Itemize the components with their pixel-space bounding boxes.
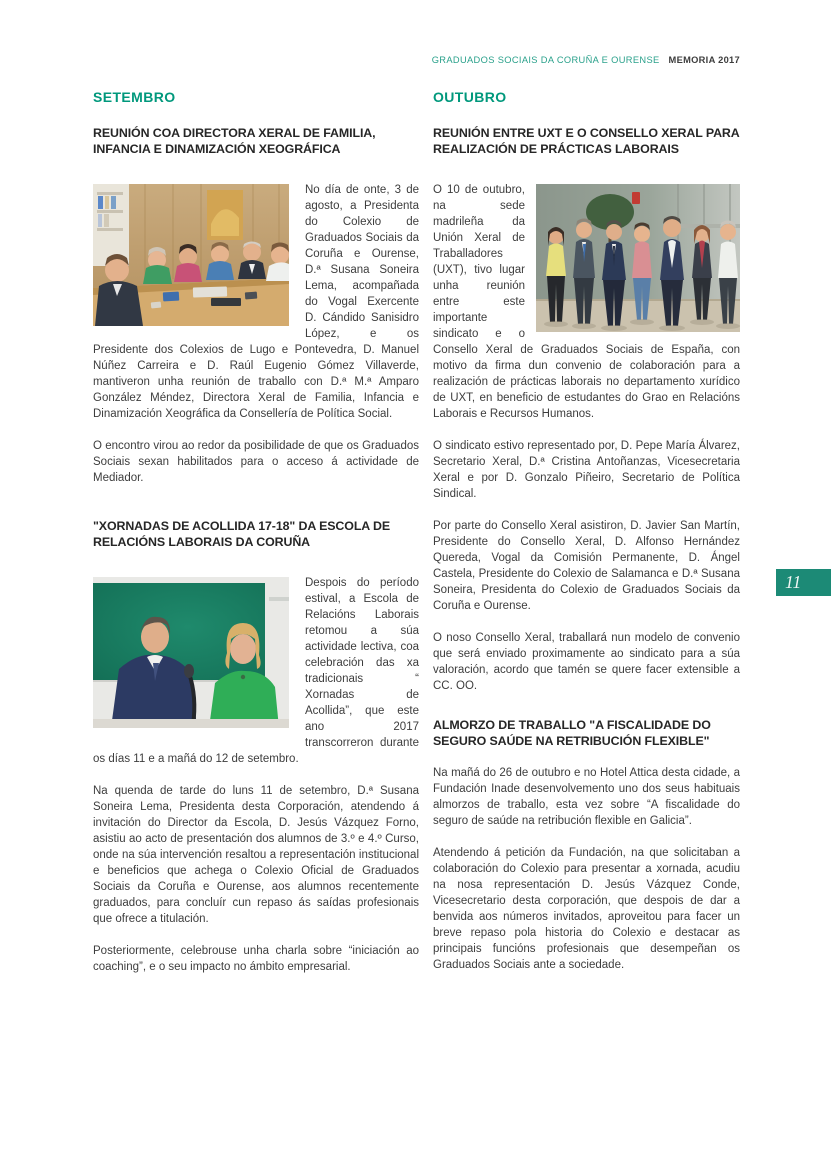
article-xornadas-acollida	[93, 519, 419, 975]
article-paragraph: Despois do período estival, a Escola de Relacións Laborais retomou a súa actividade lectiva, coa celebración das xa tradicionais “ Xornadas de Acollida”, que este ano 2017 transcorreron durante os días 11 e a mañá do 12 de setembro.	[93, 577, 419, 765]
article-paragraph: O encontro virou ao redor da posibilidade de que os Graduados Sociais sexan habilitados para o acceso á actividade de Mediador.	[93, 440, 419, 484]
school-speakers-photo	[93, 577, 289, 728]
article-paragraph: Na quenda de tarde do luns 11 de setembro, D.ª Susana Soneira Lema, Presidenta desta Corporación, atendendo á invitación do Director da Escola, D. Jesús Vázquez Forno, asistiu ao acto de presentación dos alumnos de 3.º e 4.º Curso, onde na súa intervención resaltou a representación institucional e beneficios que achega o Colexio Oficial de Graduados Sociais da Coruña e Ourense, aos alumnos recentemente graduados, para concluír cun repaso ás saídas profesionais que ofrece a titulación.	[93, 785, 419, 925]
section-title-setembro: SETEMBRO	[93, 89, 176, 105]
article-headline: "XORNADAS DE ACOLLIDA 17-18" DA ESCOLA DE RELACIÓNS LABORAIS DA CORUÑA	[93, 519, 391, 549]
page-number-badge	[776, 569, 831, 596]
article-paragraph: O noso Consello Xeral, traballará nun modelo de convenio que será enviado proximamente ao sindicato para a súa valoración, acordo que tamén se quere facer extensible a CC. OO.	[433, 632, 740, 692]
article-paragraph: O 10 de outubro, na sede madrileña da Unión Xeral de Traballadores (UXT), tivo lugar unha reunión entre este importante sindicato e o Consello Xeral de Graduados Sociais de España, con motivo da firma dun convenio de colaboración para a realización de prácticas laborais no departamento xurídico de UXT, en beneficio de estudantes do Grao en Relacións Laborais e Recursos Humanos.	[433, 184, 740, 420]
publication-name: GRADUADOS SOCIAIS DA CORUÑA E OURENSE	[431, 55, 660, 65]
left-column	[93, 90, 419, 975]
article-paragraph: No día de onte, 3 de agosto, a Presidenta do Colexio de Graduados Sociais da Coruña e Ourense, D.ª Susana Soneira Lema, acompañada do Vogal Exercente D. Cándido Sanisidro López, e os Presidente dos Colexios de Lugo e Pontevedra, D. Manuel Núñez Carreira e D. Raúl Eugenio Gómez Villaverde, mantiveron unha reunión de traballo con D.ª M.ª Amparo González Méndez, Directora Xeral de Familia, Infancia e Dinamización Xeográfica da Consellería de Política Social.	[93, 184, 419, 420]
article-paragraph: O sindicato estivo representado por, D. Pepe María Álvarez, Secretario Xeral, D.ª Cristina Antoñanzas, Vicesecretaria Xeral e por D. Gonzalo Piñeiro, Secretario de Política Sindical.	[433, 440, 740, 500]
article-almorzo-traballo	[433, 718, 740, 973]
article-reunion-familia	[93, 126, 419, 486]
article-paragraph: Posteriormente, celebrouse unha charla sobre “iniciación ao coaching”, e o seu impacto no ámbito empresarial.	[93, 945, 419, 973]
memoria-year-label: MEMORIA 2017	[668, 55, 740, 65]
article-headline: ALMORZO DE TRABALLO "A FISCALIDADE DO SEGURO SAÚDE NA RETRIBUCIÓN FLEXIBLE"	[433, 718, 711, 748]
article-paragraph: Na mañá do 26 de outubro e no Hotel Attica desta cidade, a Fundación Inade desenvolvemento uno dos seus habituais almorzos de traballo, esta vez sobre “A fiscalidade do seguro de saúde na retribución flexible en Galicia”.	[433, 767, 740, 827]
article-paragraph: Atendendo á petición da Fundación, na que solicitaban a colaboración do Colexio para presentar a xornada, acudiu na nosa representación D. Jesús Vázquez Conde, Vicesecretario desta corporación, que despois de dar a benvida aos números invitados, aproveitou para facer un breve repaso pola historia do Colexio e destacar as principais funcións profesionais que desempeñan os Graduados Sociais ante a sociedade.	[433, 847, 740, 971]
article-paragraph: Por parte do Consello Xeral asistiron, D. Javier San Martín, Presidente do Consello Xeral, D. Alfonso Hernández Quereda, Vogal da Comisión Permanente, D. Ángel Castela, Presidente do Colexio de Salamanca e D.ª Susana Soneira, Presidenta do Colexio de Graduados Sociais da Coruña e Ourense.	[433, 520, 740, 612]
meeting-room-group-photo	[93, 184, 289, 326]
right-column	[433, 90, 740, 973]
page-header	[432, 54, 740, 66]
uxt-standing-group-photo	[536, 184, 740, 332]
article-headline: REUNIÓN COA DIRECTORA XERAL DE FAMILIA, INFANCIA E DINAMIZACIÓN XEOGRÁFICA	[93, 126, 376, 156]
article-reunion-uxt	[433, 126, 740, 694]
section-title-outubro: OUTUBRO	[433, 89, 507, 105]
page-number: 11	[785, 572, 802, 592]
article-headline: REUNIÓN ENTRE UXT E O CONSELLO XERAL PARA REALIZACIÓN DE PRÁCTICAS LABORAIS	[433, 126, 740, 156]
